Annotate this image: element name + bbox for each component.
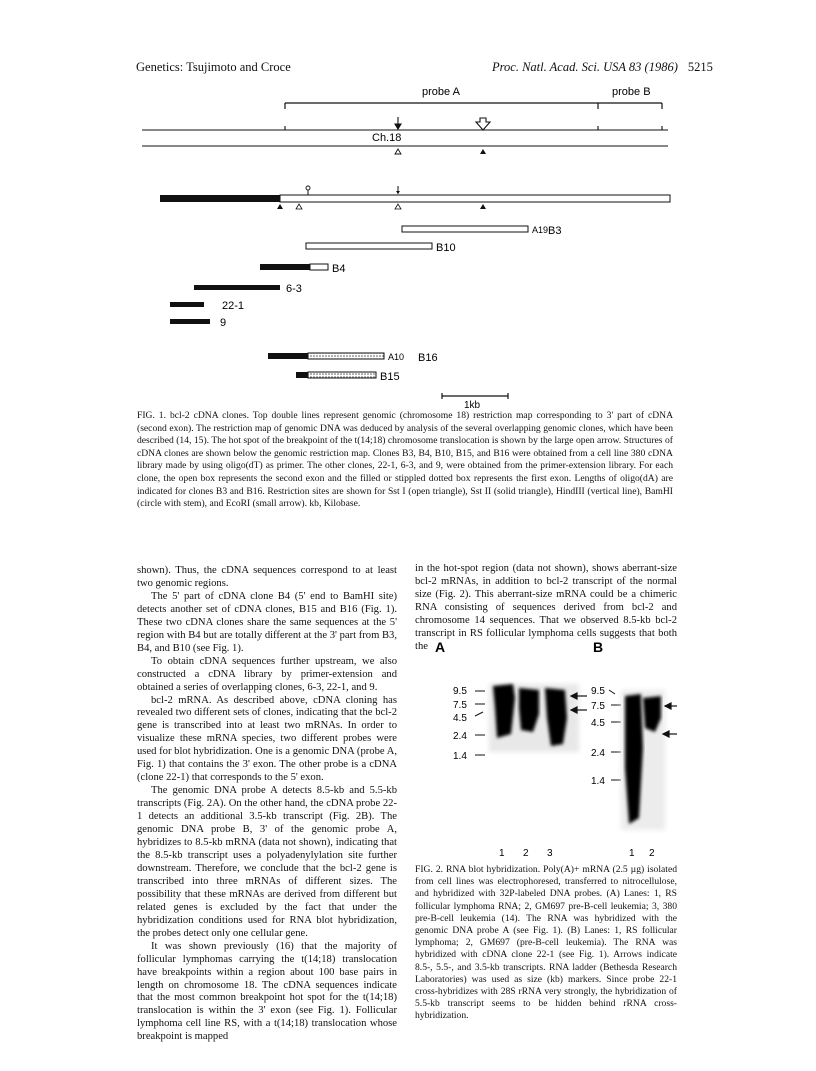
composite-cdna-map bbox=[160, 186, 670, 209]
running-header-journal bbox=[492, 60, 713, 75]
scale-bar bbox=[442, 393, 508, 399]
running-header-authors: Genetics: Tsujimoto and Croce bbox=[136, 60, 291, 74]
journal-citation: Proc. Natl. Acad. Sci. USA 83 (1986) bbox=[492, 60, 678, 74]
clone-b16-bar bbox=[268, 353, 384, 359]
figure-1-clone-map bbox=[130, 82, 690, 410]
clone-b16-label: B16 bbox=[418, 352, 438, 364]
chromosome-label: Ch.18 bbox=[372, 132, 402, 144]
clone-b10-label: B10 bbox=[436, 242, 456, 254]
svg-text:9.5: 9.5 bbox=[453, 686, 467, 697]
probe-a-bracket bbox=[285, 103, 598, 109]
clone-9-bar bbox=[170, 319, 210, 324]
sst-i-site bbox=[395, 149, 401, 154]
clone-b16-polya: A10 bbox=[388, 352, 405, 362]
probe-a-label: probe A bbox=[422, 86, 460, 98]
paragraph: The genomic DNA probe A detects 8.5-kb and 5.5-kb transcripts (Fig. 2A). On the other hand, the cDNA probe 22-1 detects an additional 3.5-kb transcript (Fig. 2B). The genomic DNA probe B, 3' of the genomic probe A, hybridizes to 8.5-kb mRNA (data not shown), indicating that the 8.5-kb transcript uses a polyadenylylation site further downstream. Therefore, we conclude that the bcl-2 gene is transcribed into three mRNAs of different sizes. The possibility that these mRNAs are derived from different but related genes is excluded by the fact that under the hybridization conditions used for RNA blot hybridization, the probes detect only one cellular gene. bbox=[137, 785, 397, 939]
clone-b3-label: B3 bbox=[548, 225, 562, 237]
panel-b-marker-ticks bbox=[609, 690, 621, 780]
clone-b3-bar bbox=[402, 226, 528, 232]
panel-b-blot bbox=[621, 690, 665, 830]
clone-22-1-label: 22-1 bbox=[222, 300, 245, 312]
svg-text:2.4: 2.4 bbox=[591, 748, 605, 759]
paragraph: The 5' part of cDNA clone B4 (5' end to BamHI site) detects another set of cDNA clones, B15 and B16 (Fig. 1). These two cDNA clones share the same sequences at the 5' region with B4 but are totally different at the 3' part from B3, B4, and B10 (see Fig. 1). bbox=[137, 590, 397, 654]
sst-ii-site bbox=[480, 149, 486, 154]
page-number: 5215 bbox=[687, 60, 713, 74]
panel-b-lane-labels bbox=[629, 848, 655, 859]
paragraph: shown). Thus, the cDNA sequences correspond to at least two genomic regions. bbox=[137, 565, 397, 589]
panel-b-label: B bbox=[593, 639, 604, 655]
svg-text:7.5: 7.5 bbox=[591, 701, 605, 712]
figure-2-caption: FIG. 2. RNA blot hybridization. Poly(A)+ mRNA (2.5 µg) isolated from cell lines was electrophoresed, transferred to nitrocellulose, and hybridized with 32P-labeled DNA probes. (A) Lanes: 1, RS follicular lymphoma RNA; 2, GM697 pre-B-cell leukemia; 3, 380 pre-B-cell leukemia (14). The RNA was hybridized with the genomic DNA probe A (see Fig. 1). (B) Lanes: 1, RS follicular lymphoma; 2, GM697 (pre-B-cell leukemia). The RNA was hybridized with cDNA clone 22-1 (see Fig. 1). Arrows indicate 8.5-, 5.5-, and 3.5-kb transcripts. RNA ladder (Bethesda Research Laboratories) was used as size (kb) markers. Since probe 22-1 cross-hybridizes with 28S rRNA very strongly, the hybridization of 5.5-kb transcript seems to be hidden behind rRNA cross-hybridization. bbox=[415, 864, 677, 1022]
hotspot-open-arrow bbox=[476, 118, 490, 130]
svg-text:1.4: 1.4 bbox=[591, 776, 605, 787]
clone-22-1-bar bbox=[170, 302, 204, 307]
clone-b15-bar bbox=[296, 372, 376, 378]
svg-text:3: 3 bbox=[547, 848, 553, 859]
clone-b3-polya: A19 bbox=[532, 225, 549, 235]
svg-text:1.4: 1.4 bbox=[453, 751, 467, 762]
svg-text:4.5: 4.5 bbox=[591, 718, 605, 729]
clone-9-label: 9 bbox=[220, 317, 227, 329]
body-column-left bbox=[137, 565, 397, 1044]
svg-text:9.5: 9.5 bbox=[591, 686, 605, 697]
panel-b-size-markers bbox=[591, 686, 605, 787]
svg-text:2.4: 2.4 bbox=[453, 731, 467, 742]
figure-1-caption: FIG. 1. bcl-2 cDNA clones. Top double lines represent genomic (chromosome 18) restriction map corresponding to 3' part of cDNA (second exon). The restriction map of genomic DNA was deduced by analysis of the several overlapping genomic clones, which have been described (14, 15). The hot spot of the breakpoint of the t(14;18) chromosome translocation is shown by the large open arrow. Structures of cDNA clones are shown below the genomic restriction map. Clones B3, B4, B10, B15, and B16 were obtained from a cell line 380 cDNA library made by using oligo(dT) as primer. The other clones, 22-1, 6-3, and 9, were obtained from the primer-extension library. For each clone, the open box represents the second exon and the filled or stippled dotted box represents the first exon. Lengths of oligo(dA) are indicated for clones B3 and B16. Restriction sites are shown for Sst I (open triangle), Sst II (solid triangle), HindIII (vertical line), BamHI (circle with stem), and EcoRI (small arrow). kb, Kilobase. bbox=[137, 410, 673, 510]
paragraph: It was shown previously (16) that the majority of follicular lymphomas carrying the t(14;18) translocation have breakpoints within a region about 100 base pairs in length on chromosome 18. The cDNA sequences indicate that the most common breakpoint hot spot for the t(14;18) translocation is within the 3' exon (see Fig. 1). Follicular lymphoma cell line RS, with a t(14;18) translocation whose breakpoint is mapped bbox=[137, 940, 397, 1043]
genomic-map bbox=[142, 126, 668, 146]
paragraph: bcl-2 mRNA. As described above, cDNA cloning has revealed two different sets of clones, indicating that the bcl-2 gene is transcribed into at least two mRNAs. In order to visualize these mRNA species, two different probes were used for blot hybridization. One is a genomic DNA (probe A, Fig. 1) that contains the 3' exon. The other probe is a cDNA (clone 22-1) that corresponds to the 5' exon. bbox=[137, 694, 397, 784]
svg-text:2: 2 bbox=[649, 848, 655, 859]
clone-b4-bar bbox=[260, 264, 328, 270]
figure-2-rna-blot bbox=[415, 628, 677, 864]
probe-b-bracket bbox=[598, 103, 662, 109]
svg-text:1: 1 bbox=[629, 848, 635, 859]
paragraph: in the hot-spot region (data not shown), shows aberrant-size bcl-2 mRNAs, in addition to bcl-2 transcript of the normal size (Fig. 2). This aberrant-size mRNA could be a chimeric RNA consisting of sequences derived from bcl-2 and chromosome 14 sequences. That we observed 8.5-kb bcl-2 transcript in RS follicular lymphoma cells suggests that both the bbox=[415, 563, 677, 652]
panel-a-blot bbox=[489, 684, 579, 752]
svg-text:7.5: 7.5 bbox=[453, 700, 467, 711]
panel-a-lane-labels bbox=[499, 848, 553, 859]
panel-b-arrows bbox=[663, 703, 677, 737]
panel-a-size-markers bbox=[453, 686, 467, 762]
probe-b-label: probe B bbox=[612, 86, 651, 98]
svg-text:4.5: 4.5 bbox=[453, 713, 467, 724]
panel-a-marker-ticks bbox=[475, 691, 485, 755]
svg-text:1: 1 bbox=[499, 848, 505, 859]
clone-b4-label: B4 bbox=[332, 263, 346, 275]
paragraph: To obtain cDNA sequences further upstream, we also constructed a cDNA library by primer-extension and obtained a series of overlapping clones, 6-3, 22-1, and 9. bbox=[137, 655, 397, 693]
ecori-arrow bbox=[395, 117, 401, 129]
clone-b15-label: B15 bbox=[380, 371, 400, 383]
clone-b10-bar bbox=[306, 243, 432, 249]
scale-bar-label: 1kb bbox=[464, 400, 481, 410]
clone-6-3-bar bbox=[194, 285, 280, 290]
panel-a-label: A bbox=[435, 639, 446, 655]
svg-text:2: 2 bbox=[523, 848, 529, 859]
clone-6-3-label: 6-3 bbox=[286, 283, 302, 295]
